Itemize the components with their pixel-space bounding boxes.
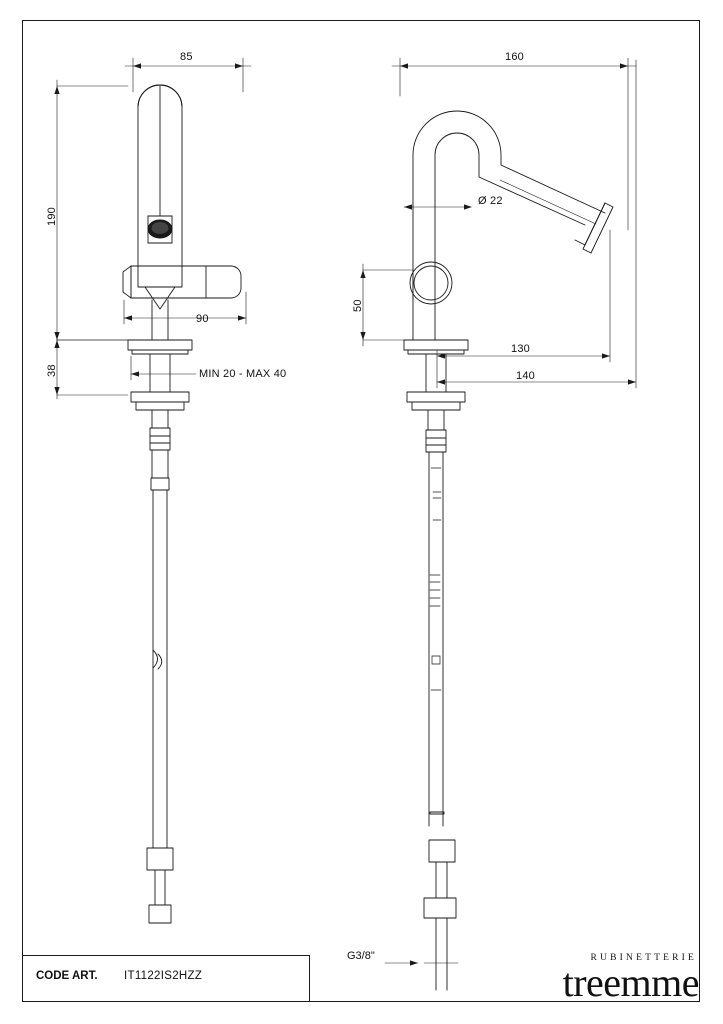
dim-front-height: 190: [46, 207, 58, 226]
brand-subtitle: RUBINETTERIE: [590, 952, 697, 963]
dim-front-width: 85: [180, 51, 193, 63]
code-art-value: IT1122IS2HZZ: [124, 970, 203, 982]
dim-thickness-note: MIN 20 - MAX 40: [199, 368, 287, 380]
brand-logo: [563, 954, 699, 1003]
dim-spout-diameter: Ø 22: [478, 195, 503, 207]
dim-thread: G3/8": [347, 950, 375, 962]
code-art-label: CODE ART.: [36, 970, 98, 982]
dim-side-mid: 130: [511, 343, 530, 355]
brand-name: treemme: [562, 960, 699, 1005]
title-block: [22, 955, 310, 1002]
dim-side-reach: 160: [505, 51, 524, 63]
dim-side-total: 140: [516, 370, 535, 382]
dim-handle-width: 90: [196, 313, 209, 325]
dim-handle-height: 50: [352, 299, 364, 312]
dim-front-base-height: 38: [46, 364, 58, 377]
